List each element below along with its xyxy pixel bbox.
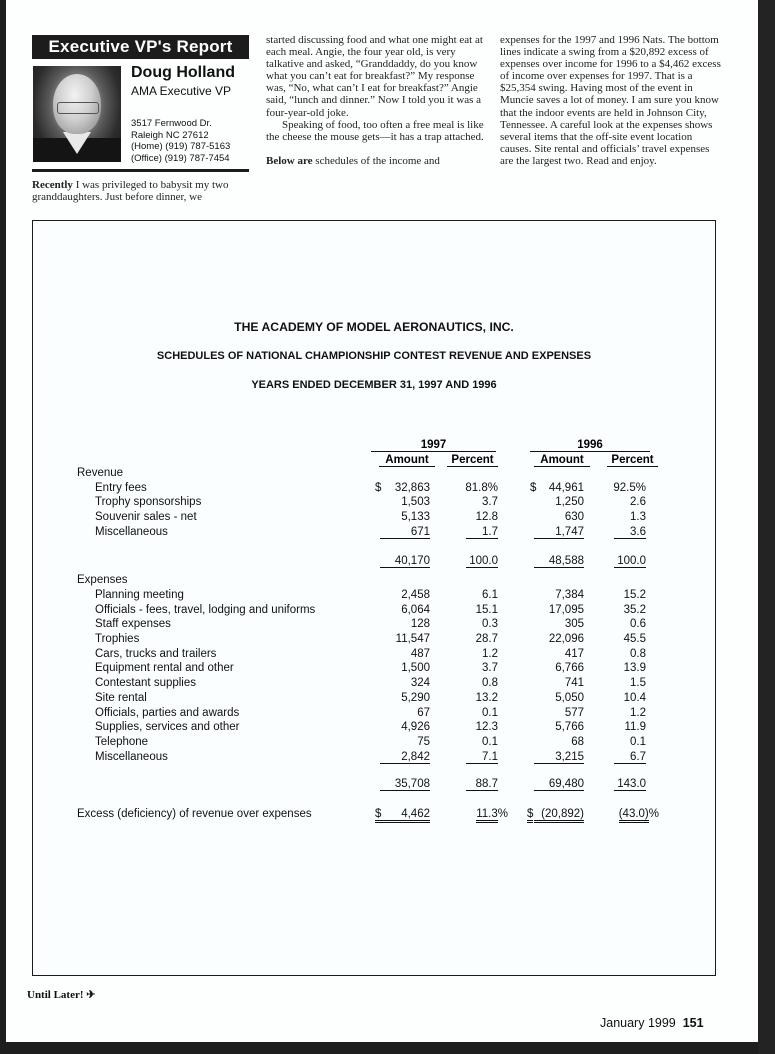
cell-p96 [601, 808, 659, 820]
cell-value: 100.0 [614, 555, 646, 568]
row-label: Site rental [95, 691, 147, 704]
cell-p97: 12.8 [475, 511, 498, 524]
cell-p96: 35.2 [623, 603, 646, 616]
cell-p97: 6.1 [482, 588, 498, 601]
row-label: Equipment rental and other [95, 662, 234, 675]
table-row [33, 618, 715, 633]
cell-value: (43.0) [619, 808, 649, 823]
cell-p97: 13.2 [475, 691, 498, 704]
cell-value: 7.1 [466, 751, 498, 764]
cell-a97 [373, 526, 430, 539]
cell-p97: 1.2 [482, 647, 498, 660]
column-text: I was privileged to babysit my two granddaughters. Just before dinner, we [32, 179, 229, 204]
cell-a97 [373, 778, 430, 791]
cell-p96: 0.6 [630, 618, 646, 631]
cell-p97 [446, 526, 498, 539]
table-row [33, 707, 715, 722]
cell-p96: 45.5 [623, 633, 646, 645]
table-row [33, 482, 715, 497]
address-home-phone: (Home) (919) 787-5163 [131, 141, 231, 152]
cell-a97: 4,926 [401, 721, 430, 734]
row-label: Planning meeting [95, 588, 184, 601]
cell-p96 [601, 555, 646, 568]
cell-p96: 11.9 [624, 721, 646, 734]
cell-a97: 32,863 [394, 481, 430, 494]
page-number: 151 [682, 1016, 704, 1030]
row-label: Staff expenses [95, 618, 171, 631]
article-column-3: expenses for the 1997 and 1996 Nats. The bottom lines indicate a swing from a $20,892 excess of expenses over income for 1996 to a $4,462 excess of income over expenses for 1997. That is a $25,354 swing. Having most of the event in Muncie saves a lot of money. I am sure you know that the indoor events are held in Johnson City, Tennessee. A careful look at the expenses shows several items that the off-site event location causes. Site rental and officials’ travel expenses are the largest two. Read and enjoy. [500, 34, 721, 167]
cell-value: 11.3 [476, 808, 498, 823]
cell-p96: 0.1 [630, 735, 646, 748]
row-label: Cars, trucks and trailers [95, 647, 217, 660]
cell-a96 [527, 526, 584, 539]
percent-sign: % [648, 808, 659, 820]
currency-sign: $ [527, 808, 533, 823]
table-row [33, 751, 715, 766]
cell-p96 [601, 778, 646, 791]
cell-a96: 5,050 [555, 691, 584, 704]
row-label: Entry fees [95, 481, 147, 494]
cell-a97: 1,503 [401, 496, 430, 509]
paragraph: Below are schedules of the income and [266, 154, 440, 167]
row-label: Miscellaneous [95, 750, 168, 763]
author-photo [33, 66, 121, 162]
cell-a96 [527, 778, 584, 791]
percent-sign: % [497, 808, 508, 820]
cell-value: 69,480 [534, 778, 584, 791]
cell-p96 [601, 526, 646, 539]
author-address [131, 118, 230, 164]
cell-a97: 11,547 [395, 633, 430, 645]
table-row [33, 511, 715, 526]
cell-a96: 6,766 [555, 662, 584, 675]
cell-p96 [601, 751, 646, 764]
cell-a96 [527, 808, 584, 823]
cell-p96: 15.2 [623, 588, 646, 601]
address-city: Raleigh NC 27612 [131, 129, 209, 141]
table-row [33, 648, 715, 663]
cell-value: 2,842 [380, 751, 430, 764]
cell-value: 6.7 [614, 751, 646, 764]
cell-value: 88.7 [466, 778, 498, 791]
table-row [33, 574, 715, 589]
schedule-title: THE ACADEMY OF MODEL AERONAUTICS, INC. [234, 320, 514, 334]
cell-a97: 2,458 [401, 588, 430, 601]
cell-p96: 2.6 [630, 496, 646, 509]
cell-a97: 324 [410, 677, 430, 690]
cell-a97: 5,133 [401, 511, 430, 524]
col-amount-1997: Amount [379, 454, 435, 467]
page-edge-shadow [758, 0, 775, 1054]
cell-a97: 1,500 [401, 662, 430, 675]
address-office-phone: (Office) (919) 787-7454 [131, 152, 230, 164]
address-street: 3517 Fernwood Dr. [131, 118, 212, 129]
cell-p97 [446, 778, 498, 791]
cell-a96: 305 [564, 618, 584, 631]
cell-p97: 0.3 [482, 618, 498, 631]
cell-value: (20,892) [534, 808, 584, 823]
row-label: Officials - fees, travel, lodging and uniforms [95, 603, 316, 616]
financial-schedule-box [32, 220, 716, 976]
cell-p97: 3.7 [482, 496, 498, 509]
table-row [33, 677, 715, 692]
cell-p96: 1.3 [630, 511, 646, 524]
row-label: Expenses [77, 574, 128, 587]
currency-sign: $ [375, 808, 381, 823]
article-column-1 [32, 179, 252, 203]
col-percent-1997: Percent [447, 454, 498, 467]
paragraph: Speaking of food, too often a free meal is like the cheese the mouse gets—it has a trap attached. [266, 118, 484, 143]
cell-a97 [373, 808, 430, 823]
cell-a96: 741 [564, 677, 584, 690]
table-row [33, 692, 715, 707]
airplane-icon: ✈ [86, 989, 96, 1001]
header-rule [32, 169, 249, 172]
table-row [33, 467, 715, 482]
cell-value: 1,747 [534, 526, 584, 539]
cell-value: 48,588 [534, 555, 584, 568]
cell-a97: 75 [417, 735, 430, 748]
cell-p97: 0.1 [482, 735, 498, 748]
cell-a96: 417 [564, 647, 584, 660]
cell-value: 671 [380, 526, 430, 539]
cell-a97: 5,290 [401, 691, 430, 704]
cell-a96: 17,095 [548, 603, 584, 616]
row-label: Officials, parties and awards [95, 706, 240, 719]
cell-a96: 22,096 [548, 633, 584, 645]
cell-a96: 44,961 [548, 481, 584, 494]
cell-p97: 28.7 [475, 633, 498, 645]
section-banner: Executive VP's Report [32, 35, 249, 59]
cell-a96: 7,384 [555, 588, 584, 601]
cell-value: 100.0 [466, 555, 498, 568]
table-row [33, 496, 715, 511]
currency-sign: $ [375, 481, 382, 494]
currency-sign: $ [530, 481, 537, 494]
cell-a97: 487 [410, 647, 430, 660]
schedule-subtitle: SCHEDULES OF NATIONAL CHAMPIONSHIP CONTEST REVENUE AND EXPENSES [156, 350, 592, 362]
cell-p97: 12.3 [475, 721, 498, 734]
row-label: Telephone [95, 735, 149, 748]
issue-date: January 1999 [600, 1016, 676, 1030]
cell-a96: 68 [571, 735, 584, 748]
cell-a97: 67 [417, 706, 430, 719]
cell-a97: 6,064 [401, 603, 430, 616]
col-amount-1996: Amount [534, 454, 590, 467]
cell-value: 3.6 [614, 526, 646, 539]
cell-p97: 3.7 [482, 662, 498, 675]
cell-p97: 15.1 [475, 603, 498, 616]
row-label: Excess (deficiency) of revenue over expenses [77, 808, 312, 820]
row-label: Trophies [95, 633, 140, 645]
cell-p97 [446, 808, 508, 820]
cell-a96 [527, 555, 584, 568]
article-column-2 [266, 34, 490, 167]
cell-p97: 0.8 [482, 677, 498, 690]
cell-a96: 630 [564, 511, 584, 524]
table-row [33, 589, 715, 604]
cell-value: 1.7 [466, 526, 498, 539]
cell-p96: 1.2 [630, 706, 646, 719]
cell-p97: 0.1 [482, 706, 498, 719]
lead-word: Recently [32, 179, 73, 191]
cell-p97 [446, 555, 498, 568]
table-row [33, 633, 715, 648]
table-row [33, 662, 715, 677]
col-percent-1996: Percent [607, 454, 658, 467]
row-label: Trophy sponsorships [95, 496, 202, 509]
year-header-1996: 1996 [530, 439, 650, 452]
cell-a97 [373, 751, 430, 764]
cell-p96: 13.9 [623, 662, 646, 675]
cell-value: 143.0 [614, 778, 646, 791]
cell-value: 3,215 [534, 751, 584, 764]
row-label: Souvenir sales - net [95, 511, 197, 524]
photo-glasses [57, 102, 99, 114]
author-role: AMA Executive VP [131, 84, 232, 98]
cell-a97 [373, 555, 430, 568]
row-label: Supplies, services and other [95, 721, 240, 734]
paragraph: started discussing food and what one might eat at each meal. Angie, the four year old, is very talkative and asked, “Granddaddy, do you know what you can’t eat for breakfast?” My response was, “No, what can’t I eat for breakfast?” Angie said, “lunch and dinner.” Now I told you it was a four-year-old joke. [266, 34, 483, 119]
cell-p97: 81.8% [465, 481, 498, 494]
cell-p96: 0.8 [630, 647, 646, 660]
cell-value: 40,170 [380, 555, 430, 568]
table-row [33, 736, 715, 751]
cell-a96: 577 [564, 706, 584, 719]
page-footer [600, 1016, 704, 1030]
cell-a96: 5,766 [555, 721, 584, 734]
sign-off: Until Later! ✈ [27, 989, 96, 1001]
cell-value: 35,708 [380, 778, 430, 791]
row-label: Revenue [77, 467, 124, 479]
cell-p96: 10.4 [623, 691, 646, 704]
table-row [33, 526, 715, 541]
row-label: Contestant supplies [95, 677, 197, 690]
cell-a96 [527, 751, 584, 764]
cell-a97: 128 [410, 618, 430, 631]
schedule-period: YEARS ENDED DECEMBER 31, 1997 AND 1996 [251, 379, 497, 391]
table-row [33, 604, 715, 619]
table-row [33, 778, 715, 793]
cell-a96: 1,250 [555, 496, 584, 509]
cell-value: 4,462 [380, 808, 430, 823]
author-name: Doug Holland [131, 64, 235, 81]
row-label: Miscellaneous [95, 525, 168, 538]
cell-p96: 92.5% [613, 481, 646, 494]
cell-p96: 1.5 [630, 677, 646, 690]
year-header-1997: 1997 [371, 439, 496, 452]
table-row [33, 555, 715, 570]
table-row [33, 721, 715, 736]
table-row [33, 808, 715, 823]
cell-p97 [446, 751, 498, 764]
